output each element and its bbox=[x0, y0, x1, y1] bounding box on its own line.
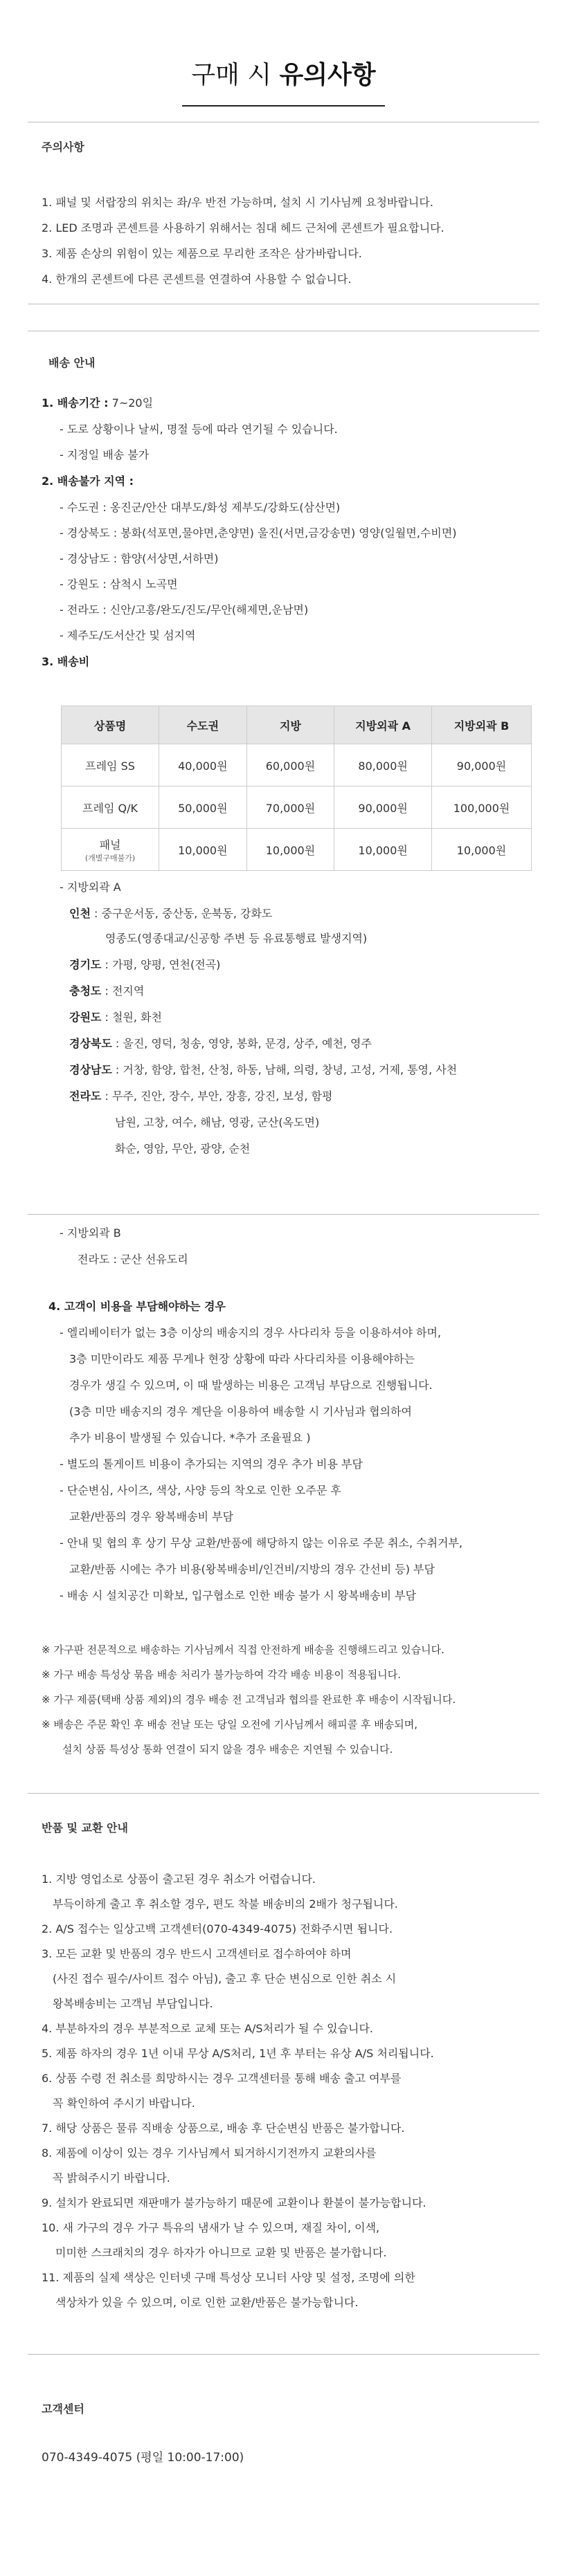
table-row bbox=[62, 744, 532, 786]
extra-cost-line: 교환/반품의 경우 왕복배송비 부담 bbox=[69, 1510, 234, 1523]
caution-item: 4. 한개의 콘센트에 다른 콘센트를 연결하여 사용할 수 없습니다. bbox=[42, 273, 352, 286]
fee-cell: 10,000원 bbox=[159, 829, 247, 871]
outer-a-row bbox=[105, 930, 367, 946]
returns-line: 7. 해당 상품은 물류 직배송 상품으로, 배송 후 단순변심 반품은 불가합니다. bbox=[42, 2122, 405, 2135]
page-title-normal: 구매 시 bbox=[191, 61, 280, 89]
outer-a-region: 경상북도 bbox=[69, 1037, 112, 1050]
extra-cost-line: 교환/반품 시에는 추가 비용(왕복배송비/인건비/지방의 경우 간선비 등) 부담 bbox=[69, 1563, 435, 1576]
outer-a-row bbox=[69, 905, 272, 921]
returns-line: 부득이하게 출고 후 취소할 경우, 편도 착불 배송비의 2배가 청구됩니다. bbox=[53, 1897, 398, 1911]
fee-cell: 10,000원 bbox=[334, 829, 432, 871]
page-title bbox=[0, 55, 567, 98]
outer-b-title: - 지방외곽 B bbox=[60, 1226, 121, 1240]
extra-cost-line: - 엘리베이터가 없는 3층 이상의 배송지의 경우 사다리차 등을 이용하셔야 하며, bbox=[60, 1326, 442, 1339]
outer-a-region: 경기도 bbox=[69, 958, 102, 971]
unavailable-region: - 경상북도 : 봉화(석포면,물야면,춘양면) 울진(서면,금강송면) 영양(일월면,수비면) bbox=[60, 526, 457, 540]
outer-a-row bbox=[69, 1009, 162, 1024]
outer-a-text: 남원, 고창, 여수, 해남, 영광, 군산(옥도면) bbox=[115, 1116, 320, 1129]
outer-a-text: : 거창, 함양, 합천, 산청, 하동, 남해, 의령, 창녕, 고성, 거제, 통영, 사천 bbox=[111, 1063, 458, 1076]
outer-a-row bbox=[115, 1140, 250, 1156]
outer-a-row bbox=[69, 1061, 457, 1077]
fee-table-header: 지방외곽 A bbox=[334, 706, 432, 744]
outer-a-region: 인천 bbox=[69, 907, 91, 920]
outer-a-title: - 지방외곽 A bbox=[60, 881, 121, 894]
caution-title: 주의사항 bbox=[42, 140, 84, 154]
extra-cost-line: - 별도의 톨게이트 비용이 추가되는 지역의 경우 추가 비용 부담 bbox=[60, 1457, 363, 1471]
outer-a-text: : 중구운서동, 중산동, 운북동, 강화도 bbox=[90, 907, 273, 920]
table-row bbox=[62, 829, 532, 871]
extra-cost-title: 4. 고객이 비용을 부담해야하는 경우 bbox=[48, 1300, 226, 1313]
outer-a-row bbox=[69, 1087, 332, 1103]
fee-product-name: 프레임 Q/K bbox=[62, 786, 159, 829]
fee-cell: 60,000원 bbox=[246, 744, 334, 786]
returns-line: 2. A/S 접수는 일상고백 고객센터(070-4349-4075) 전화주시면 됩니다. bbox=[42, 1922, 393, 1935]
returns-line: 10. 새 가구의 경우 가구 특유의 냄새가 날 수 있으며, 재질 차이, 이색, bbox=[42, 2221, 380, 2234]
fee-cell: 40,000원 bbox=[159, 744, 247, 786]
delivery-note: ※ 가구 제품(택배 상품 제외)의 경우 배송 전 고객님과 협의를 완료한 후 배송이 시작됩니다. bbox=[42, 1693, 456, 1706]
table-row bbox=[62, 786, 532, 829]
fee-label: 3. 배송비 bbox=[42, 655, 90, 668]
fee-cell: 70,000원 bbox=[246, 786, 334, 829]
fee-cell: 10,000원 bbox=[432, 829, 532, 871]
caution-item: 3. 제품 손상의 위험이 있는 제품으로 무리한 조작은 삼가바랍니다. bbox=[42, 247, 362, 260]
returns-line: 4. 부분하자의 경우 부분적으로 교체 또는 A/S처리가 될 수 있습니다. bbox=[42, 2022, 374, 2035]
outer-a-row bbox=[69, 956, 220, 972]
outer-a-region: 전라도 bbox=[69, 1089, 102, 1103]
extra-cost-line: - 단순변심, 사이즈, 색상, 사양 등의 착오로 인한 오주문 후 bbox=[60, 1484, 341, 1497]
delivery-period-value: 7~20일 bbox=[108, 396, 154, 410]
unavailable-region: - 수도권 : 옹진군/안산 대부도/화성 제부도/강화도(삼산면) bbox=[60, 501, 341, 514]
fee-product-name: 프레임 SS bbox=[62, 744, 159, 786]
returns-line: 8. 제품에 이상이 있는 경우 기사님께서 퇴거하시기전까지 교환의사를 bbox=[42, 2146, 377, 2160]
extra-cost-line: - 배송 시 설치공간 미확보, 입구협소로 인한 배송 불가 시 왕복배송비 부담 bbox=[60, 1589, 417, 1602]
delivery-period-label: 1. 배송기간 : bbox=[42, 396, 109, 410]
returns-line: 1. 지방 영업소로 상품이 출고된 경우 취소가 어렵습니다. bbox=[42, 1873, 316, 1886]
fee-table-header: 지방 bbox=[246, 706, 334, 744]
extra-cost-line: 경우가 생길 수 있으며, 이 때 발생하는 비용은 고객님 부담으로 진행됩니다. bbox=[69, 1379, 433, 1392]
outer-a-text: : 무주, 진안, 장수, 부안, 장흥, 강진, 보성, 함평 bbox=[101, 1089, 333, 1103]
fee-cell: 100,000원 bbox=[432, 786, 532, 829]
extra-cost-line: 추가 비용이 발생될 수 있습니다. *추가 조율필요 ) bbox=[69, 1431, 311, 1444]
fee-table bbox=[61, 706, 532, 871]
delivery-title: 배송 안내 bbox=[48, 356, 96, 369]
returns-line: 왕복배송비는 고객님 부담입니다. bbox=[53, 1997, 213, 2010]
delivery-period-note: - 지정일 배송 불가 bbox=[60, 448, 150, 461]
page-title-bold: 유의사항 bbox=[279, 61, 376, 89]
outer-a-text: : 철원, 화천 bbox=[101, 1011, 162, 1024]
fee-cell: 90,000원 bbox=[432, 744, 532, 786]
unavailable-region: - 강원도 : 삼척시 노곡면 bbox=[60, 578, 178, 591]
fee-cell: 80,000원 bbox=[334, 744, 432, 786]
returns-line: (사진 접수 필수/사이트 접수 아님), 출고 후 단순 변심으로 인한 취소 시 bbox=[53, 1972, 397, 1985]
delivery-period bbox=[42, 394, 153, 410]
fee-table-header: 상품명 bbox=[62, 706, 159, 744]
outer-a-text: : 전지역 bbox=[101, 984, 145, 997]
returns-line: 5. 제품 하자의 경우 1년 이내 무상 A/S처리, 1년 후 부터는 유상 A/S 처리됩니다. bbox=[42, 2047, 434, 2060]
fee-table-header: 지방외곽 B bbox=[432, 706, 532, 744]
outer-a-region: 경상남도 bbox=[69, 1063, 112, 1076]
fee-cell: 90,000원 bbox=[334, 786, 432, 829]
fee-cell: 50,000원 bbox=[159, 786, 247, 829]
customer-center-title: 고객센터 bbox=[42, 2402, 84, 2416]
returns-line: 6. 상품 수령 전 취소를 희망하시는 경우 고객센터를 통해 배송 출고 여부를 bbox=[42, 2072, 402, 2085]
caution-item: 2. LED 조명과 콘센트를 사용하기 위해서는 침대 헤드 근처에 콘센트가 필요합니다. bbox=[42, 221, 444, 234]
fee-product-name: 패널 bbox=[99, 838, 121, 852]
outer-a-row bbox=[69, 982, 144, 998]
delivery-note: 설치 상품 특성상 통화 연결이 되지 않을 경우 배송은 지연될 수 있습니다. bbox=[62, 1743, 393, 1756]
outer-a-row bbox=[69, 1035, 372, 1051]
outer-a-text: : 울진, 영덕, 청송, 영양, 봉화, 문경, 상주, 예천, 영주 bbox=[111, 1037, 372, 1050]
fee-cell: 10,000원 bbox=[246, 829, 334, 871]
delivery-note: ※ 배송은 주문 확인 후 배송 전날 또는 당일 오전에 기사님께서 해피콜 후 배송되며, bbox=[42, 1718, 418, 1731]
outer-a-region: 강원도 bbox=[69, 1011, 102, 1024]
outer-a-text: : 가평, 양평, 연천(전곡) bbox=[101, 958, 221, 971]
delivery-note: ※ 가구판 전문적으로 배송하는 기사님께서 직접 안전하게 배송을 진행해드리고 있습니다. bbox=[42, 1644, 444, 1656]
returns-line: 꼭 확인하여 주시기 바랍니다. bbox=[53, 2097, 195, 2110]
returns-line: 색상차가 있을 수 있으며, 이로 인한 교환/반품은 불가능합니다. bbox=[55, 2296, 359, 2309]
delivery-note: ※ 가구 배송 특성상 묶음 배송 처리가 불가능하여 각각 배송 비용이 적용됩니다. bbox=[42, 1668, 401, 1681]
outer-a-text: 영종도(영종대교/신공항 주변 등 유료통행료 발생지역) bbox=[105, 932, 368, 945]
unavailable-region: - 전라도 : 신안/고흥/완도/진도/무안(해제면,운남면) bbox=[60, 603, 309, 616]
delivery-period-note: - 도로 상황이나 날씨, 명절 등에 따라 연기될 수 있습니다. bbox=[60, 423, 338, 436]
unavailable-region: - 경상남도 : 함양(서상면,서하면) bbox=[60, 552, 219, 565]
fee-product-subnote: (개별구매불가) bbox=[84, 853, 136, 863]
returns-line: 미미한 스크래치의 경우 하자가 아니므로 교환 및 반품은 불가합니다. bbox=[55, 2246, 387, 2259]
returns-title: 반품 및 교환 안내 bbox=[42, 1821, 128, 1834]
caution-item: 1. 패널 및 서랍장의 위치는 좌/우 반전 가능하며, 설치 시 기사님께 요청바랍니다. bbox=[42, 196, 433, 209]
returns-line: 9. 설치가 완료되면 재판매가 불가능하기 때문에 교환이나 환불이 불가능합니다. bbox=[42, 2196, 426, 2209]
outer-a-text: 화순, 영암, 무안, 광양, 순천 bbox=[115, 1142, 251, 1155]
returns-line: 꼭 밝혀주시기 바랍니다. bbox=[53, 2171, 170, 2184]
customer-center-info: 070-4349-4075 (평일 10:00-17:00) bbox=[42, 2451, 244, 2465]
extra-cost-line: 3층 미만이라도 제품 무게나 현장 상황에 따라 사다리차를 이용해야하는 bbox=[69, 1352, 415, 1365]
fee-table-header-row bbox=[62, 706, 532, 744]
outer-b-line: 전라도 : 군산 선유도리 bbox=[78, 1253, 188, 1266]
fee-table-header: 수도권 bbox=[159, 706, 247, 744]
extra-cost-line: - 안내 및 협의 후 상기 무상 교환/반품에 해당하지 않는 이유로 주문 취소, 수취거부, bbox=[60, 1536, 463, 1549]
fee-product-name-cell bbox=[62, 829, 159, 871]
outer-a-region: 충청도 bbox=[69, 984, 102, 997]
extra-cost-line: (3층 미만 배송지의 경우 계단을 이용하여 배송할 시 기사님과 협의하여 bbox=[69, 1405, 412, 1418]
outer-a-row bbox=[115, 1114, 319, 1130]
returns-line: 11. 제품의 실제 색상은 인터넷 구매 특성상 모니터 사양 및 설정, 조명에 의한 bbox=[42, 2271, 415, 2284]
unavailable-label: 2. 배송불가 지역 : bbox=[42, 475, 134, 488]
title-underline bbox=[182, 105, 385, 107]
returns-line: 3. 모든 교환 및 반품의 경우 반드시 고객센터로 접수하여야 하며 bbox=[42, 1947, 352, 1960]
unavailable-region: - 제주도/도서산간 및 섬지역 bbox=[60, 629, 196, 642]
